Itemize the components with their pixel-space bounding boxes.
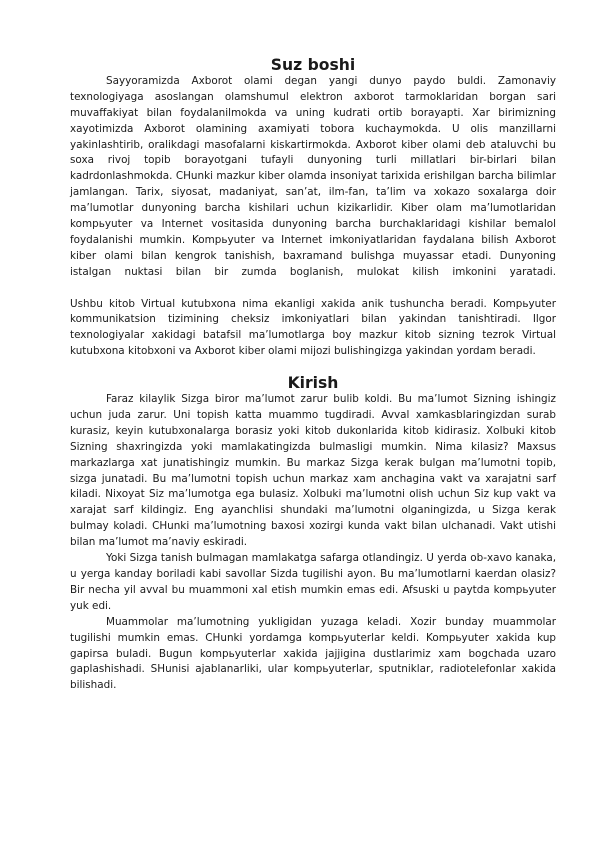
paragraph-spacer [70,281,556,297]
section-heading-suz-boshi: Suz boshi [270,56,356,74]
paragraph-kirish-2: Yoki Sizga tanish bulmagan mamlakatga safarga otlandingiz. U yerda ob-xavo kanaka, u yerga kanday boriladi kabi savollar Sizda tugilishi ayon. Bu ma’lumotlarni kaerdan olasiz? Bir necha yil avval bu muammoni xal etish mumkin emas edi. Afsuski u paytda kompьyuter yuk edi. [70,552,556,612]
paragraph-intro-2: Ushbu kitob Virtual kutubxona nima ekanligi xakida anik tushuncha beradi. Kompьyuter kommunikatsion tizimining cheksiz imkoniyatlari bilan yakindan tanishtiradi. Ilgor texnologiyalar xakidagi batafsil ma’lumotlarga boy mazkur kitob sizning tezrok Virtual kutubxona kitobxoni va Axborot kiber olami mijozi bulishingizga yakindan yordam beradi. [70,297,556,358]
document-page [70,58,556,694]
paragraph-kirish-3: Muammolar ma’lumotning yukligidan yuzaga keladi. Xozir bunday muammolar tugilishi mumkin emas. CHunki yordamga kompьyuterlar keldi. Kompьyuter xakida kup gapirsa buladi. Bugun kompьyuterlar xakida jajjigina dustlarimiz xam bogchada uzaro gaplashishadi. SHunisi ajablanarliki, ular kompьyuterlar, sputniklar, radiotelefonlar xakida bilishadi. [70,615,556,692]
paragraph-intro-1: Sayyoramizda Axborot olami degan yangi dunyo paydo buldi. Zamonaviy texnologiyaga asoslangan olamshumul elektron axborot tarmoklaridan borgan sari muvaffakiyat bilan foydalanilmokda va uning kudrati ortib borayapti. Xar birimizning xayotimizda Axborot olamining axamiyati tobora kuchaymokda. U olis manzillarni yakinlashtirib, oralikdagi masofalarni kiskartirmokda. Axborot kiber olami deb ataluvchi bu soxa rivoj topib borayotgani tufayli dunyoning turli millatlari bir-birlari bilan kadrdonlashmokda. CHunki mazkur kiber olamda insoniyat tarixida erishilgan barcha bilimlar jamlangan. Tarix, siyosat, madaniyat, san’at, ilm-fan, ta’lim va xokazo soxalarga doir ma’lumotlar dunyoning barcha kishilari uchun kizikarlidir. Kiber olam ma’lumotlaridan kompьyuter va Internet vositasida dunyoning barcha burchaklaridagi kishilar bemalol foydalanishi mumkin. Kompьyuter va Internet imkoniyatlaridan faydalana bilish Axborot kiber olami bilan kengrok tanishish, baxramand bulishga muyassar etadi. Dunyoning istalgan nuktasi bilan bir zumda boglanish, mulokat kilish imkonini yaratadi. [70,74,556,278]
section-heading-kirish: Kirish [287,374,339,393]
paragraph-kirish-1: Faraz kilaylik Sizga biror ma’lumot zarur bulib koldi. Bu ma’lumot Sizning ishingiz uchun juda zarur. Uni topish katta muammo tugdiradi. Avval xamkasblaringizdan surab kurasiz, keyin kutubxonalarga borasiz yoki kitob dukonlarida kitob kidirasiz. Xolbuki kitob Sizning shaxringizda yoki mamlakatingizda bulmasligi mumkin. Nima kilasiz? Maxsus markazlarga xat junatishingiz mumkin. Bu markaz Sizga kerak bulgan ma’lumotni topib, sizga junatadi. Bu ma’lumotni topish uchun markaz xam anchagina vakt va xarajatni sarf kiladi. Nixoyat Siz ma’lumotga ega bulasiz. Xolbuki ma’lumotni olish uchun Siz kup vakt va xarajat sarf kildingiz. Eng ayanchlisi shundaki ma’lumotni olganingizda, u Sizga kerak bulmay koladi. CHunki ma’lumotning baxosi xozirgi kunda vakt bilan ulchanadi. Vakt utishi bilan ma’lumot ma’naviy eskiradi. [70,393,556,549]
